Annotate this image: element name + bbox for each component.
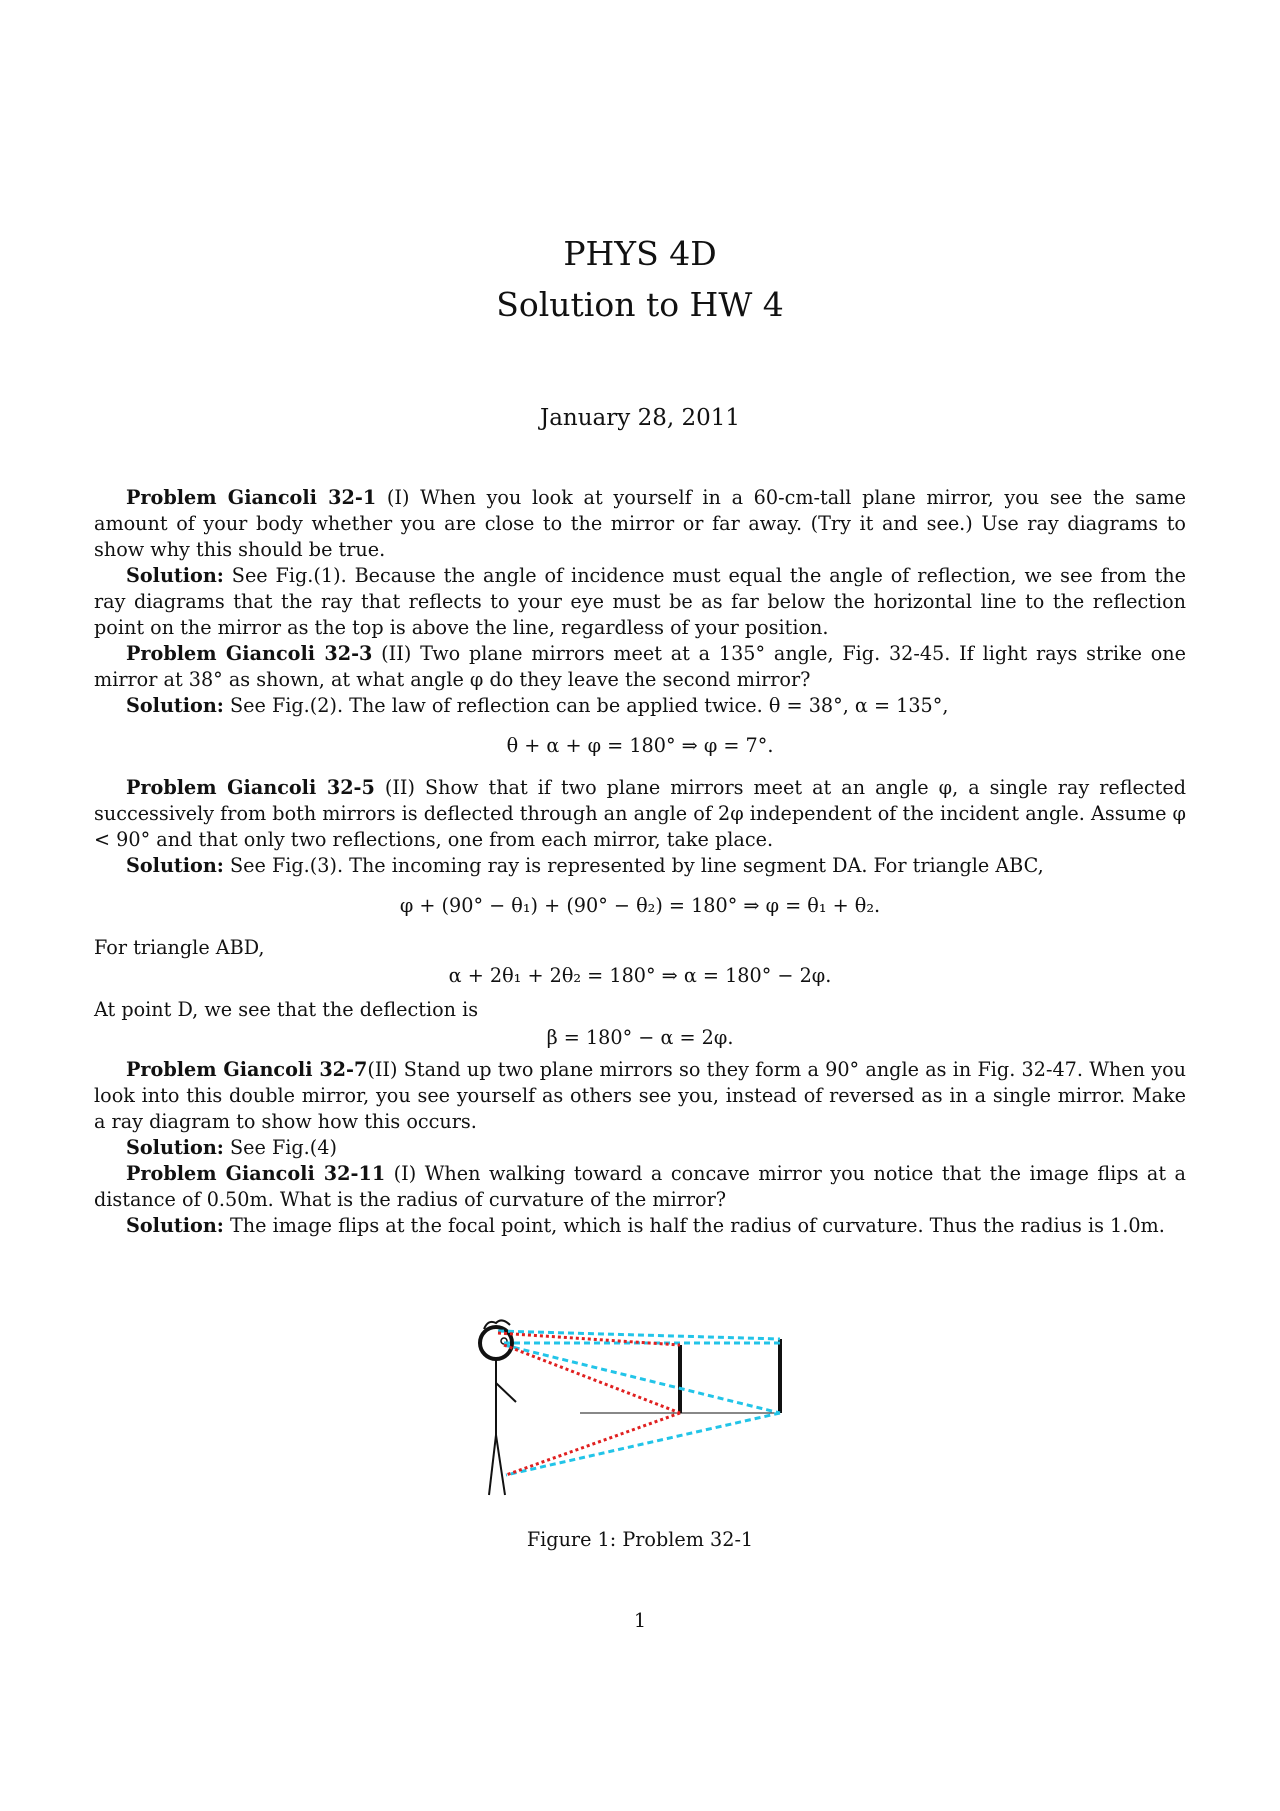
solution-text: See Fig.(4) (223, 1136, 337, 1159)
solution-label: Solution: (126, 1214, 224, 1237)
problem-32-7 (94, 1057, 1186, 1135)
figure-caption: Figure 1: Problem 32-1 (526, 1528, 754, 1551)
problem-text: (II) Show that if two plane mirrors meet at an angle φ, a single ray reflected successively from both mirrors is deflected through an angle of 2φ independent of the incident angle. Assume φ < 90° and that only two reflections, one from each mirror, take place. (94, 776, 1186, 851)
course-title: PHYS 4D (563, 234, 717, 273)
document-date: January 28, 2011 (540, 405, 740, 431)
solution-label: Solution: (126, 1136, 224, 1159)
solution-label: Solution: (126, 854, 224, 877)
solution-text: The image flips at the focal point, which is half the radius of curvature. Thus the radius is 1.0m. (223, 1214, 1165, 1237)
problem-text: (II) Two plane mirrors meet at a 135° angle, Fig. 32-45. If light rays strike one mirror at 38° as shown, at what angle φ do they leave the second mirror? (94, 642, 1186, 691)
solution-32-7 (94, 1135, 1186, 1161)
left-leg (489, 1435, 496, 1495)
problem-32-5 (94, 775, 1186, 853)
arm (496, 1383, 516, 1402)
triangle-abd-intro: For triangle ABD, (94, 936, 265, 959)
ray-far-point-to-feet (506, 1413, 780, 1475)
ray-near-point-to-feet (506, 1413, 680, 1475)
solution-label: Solution: (126, 694, 224, 717)
solution-text: See Fig.(1). Because the angle of incidence must equal the angle of reflection, we see from the ray diagrams that the ray that reflects to your eye must be as far below the horizontal line to the reflection point on the mirror as the top is above the line, regardless of your position. (94, 564, 1186, 639)
document-body (94, 485, 1186, 1239)
solution-32-5 (94, 853, 1186, 879)
rays-near-mirror (498, 1333, 680, 1475)
solution-text: See Fig.(2). The law of reflection can be applied twice. θ = 38°, α = 135°, (223, 694, 949, 717)
equation-32-3: θ + α + φ = 180° ⇒ φ = 7°. (506, 734, 774, 757)
problem-label: Problem Giancoli 32-11 (126, 1162, 386, 1185)
problem-32-3 (94, 641, 1186, 693)
rays-far-mirror (498, 1331, 780, 1475)
problem-label: Problem Giancoli 32-3 (126, 642, 373, 665)
problem-text: (I) When you look at yourself in a 60-cm-tall plane mirror, you see the same amount of your body whether you are close to the mirror or far away. (Try it and see.) Use ray diagrams to show why this should be true. (94, 486, 1186, 561)
ray-eye-to-near-point (504, 1345, 680, 1413)
ray-eye-to-far-point (504, 1345, 780, 1413)
problem-32-1 (94, 485, 1186, 563)
problem-32-11 (94, 1161, 1186, 1213)
solution-32-11 (94, 1213, 1186, 1239)
problem-label: Problem Giancoli 32-7 (126, 1058, 368, 1081)
solution-text: See Fig.(3). The incoming ray is represented by line segment DA. For triangle ABC, (223, 854, 1044, 877)
equation-triangle-abc: φ + (90° − θ₁) + (90° − θ₂) = 180° ⇒ φ = θ₁ + θ₂. (399, 894, 881, 917)
document-subtitle: Solution to HW 4 (496, 285, 784, 324)
problem-text: (II) Stand up two plane mirrors so they form a 90° angle as in Fig. 32-47. When you look into this double mirror, you see yourself as others see you, instead of reversed as in a single mirror. Make a ray diagram to show how this occurs. (94, 1058, 1186, 1133)
problem-text: (I) When walking toward a concave mirror you notice that the image flips at a distance of 0.50m. What is the radius of curvature of the mirror? (94, 1162, 1186, 1211)
figure-ray-diagram (470, 1305, 830, 1505)
page-number: 1 (633, 1609, 647, 1632)
solution-label: Solution: (126, 564, 224, 587)
problem-label: Problem Giancoli 32-1 (126, 486, 377, 509)
problem-label: Problem Giancoli 32-5 (126, 776, 375, 799)
right-leg (496, 1435, 505, 1495)
solution-32-1 (94, 563, 1186, 641)
solution-32-3 (94, 693, 1186, 719)
deflection-intro: At point D, we see that the deflection is (94, 998, 479, 1021)
equation-triangle-abd: α + 2θ₁ + 2θ₂ = 180° ⇒ α = 180° − 2φ. (448, 964, 832, 987)
equation-deflection: β = 180° − α = 2φ. (546, 1026, 734, 1049)
